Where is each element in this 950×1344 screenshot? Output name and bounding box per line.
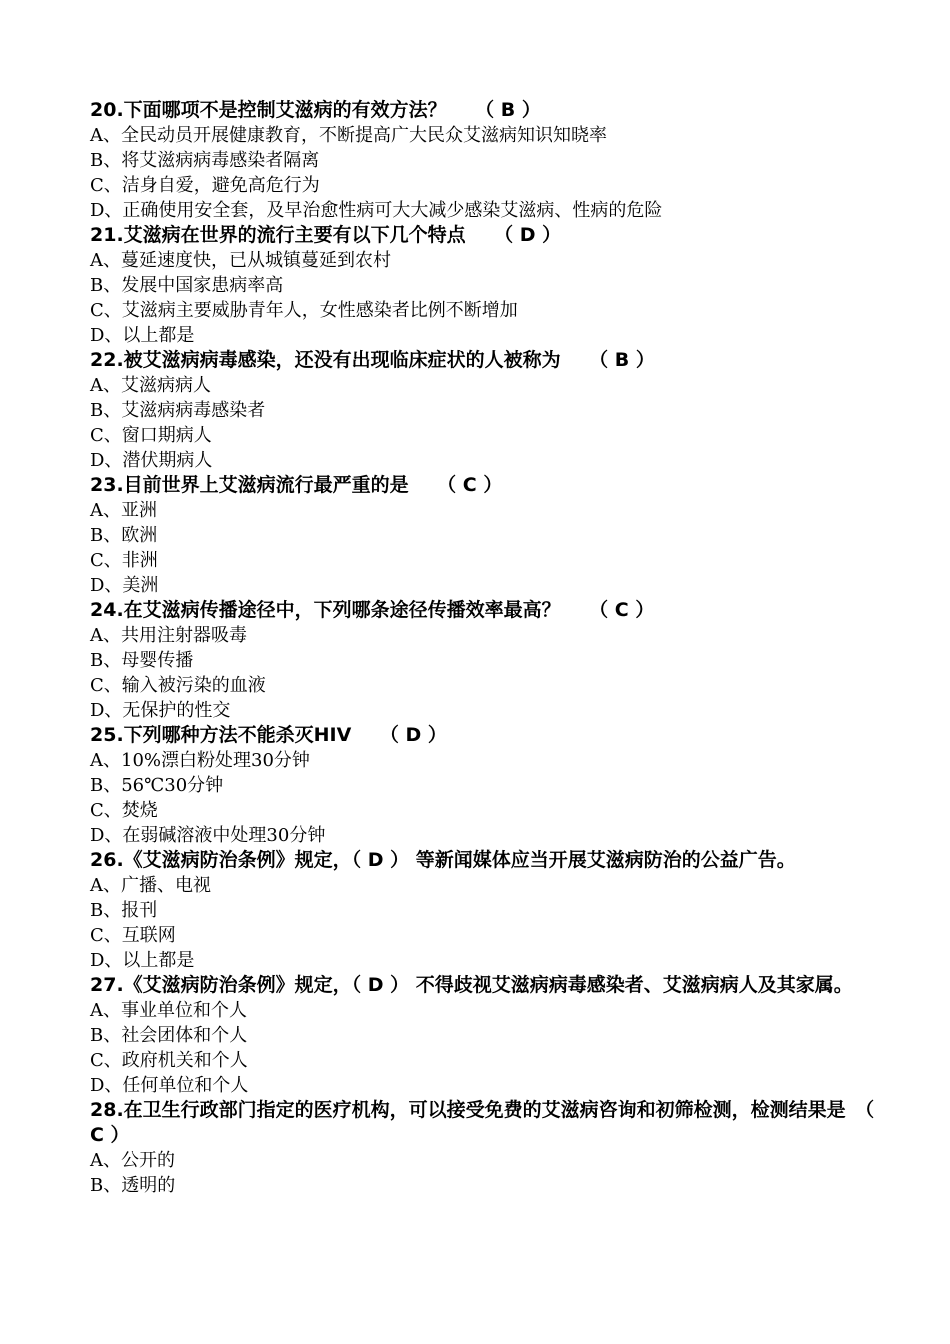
question-27 <box>90 973 880 1098</box>
option-c: C、政府机关和个人 <box>90 1050 248 1071</box>
option-b: B、艾滋病病毒感染者 <box>90 400 266 421</box>
question-22 <box>90 348 880 473</box>
question-23 <box>90 473 880 598</box>
option-a: A、蔓延速度快，已从城镇蔓延到农村 <box>90 250 391 271</box>
option-a: A、艾滋病病人 <box>90 375 211 396</box>
option-c: C、艾滋病主要威胁青年人，女性感染者比例不断增加 <box>90 300 518 321</box>
option-b: B、社会团体和个人 <box>90 1025 248 1046</box>
question-text: 23.目前世界上艾滋病流行最严重的是 （ C ） <box>90 474 503 496</box>
option-a: A、公开的 <box>90 1150 175 1171</box>
option-b: B、发展中国家患病率高 <box>90 275 284 296</box>
option-c: C、输入被污染的血液 <box>90 675 266 696</box>
option-c: C、洁身自爱，避免高危行为 <box>90 175 320 196</box>
question-28 <box>90 1098 880 1198</box>
question-text: 27.《艾滋病防治条例》规定，（ D ） 不得歧视艾滋病病毒感染者、艾滋病病人及其家属。 <box>90 974 853 996</box>
question-24 <box>90 598 880 723</box>
option-b: B、透明的 <box>90 1175 176 1196</box>
option-a: A、事业单位和个人 <box>90 1000 247 1021</box>
option-a: A、共用注射器吸毒 <box>90 625 247 646</box>
option-b: B、母婴传播 <box>90 650 194 671</box>
option-a: A、亚洲 <box>90 500 157 521</box>
document-page <box>90 98 880 1198</box>
option-d: D、美洲 <box>90 575 159 596</box>
question-text: 25.下列哪种方法不能杀灭HIV （ D ） <box>90 724 447 746</box>
question-21 <box>90 223 880 348</box>
option-a: A、广播、电视 <box>90 875 211 896</box>
option-d: D、以上都是 <box>90 325 195 346</box>
option-c: C、焚烧 <box>90 800 158 821</box>
question-text: 24.在艾滋病传播途径中，下列哪条途径传播效率最高？ （ C ） <box>90 599 655 621</box>
question-26 <box>90 848 880 973</box>
question-text: 20.下面哪项不是控制艾滋病的有效方法？ （ B ） <box>90 99 541 121</box>
option-b: B、欧洲 <box>90 525 158 546</box>
option-d: D、在弱碱溶液中处理30分钟 <box>90 825 326 846</box>
option-b: B、报刊 <box>90 900 158 921</box>
question-text: 28.在卫生行政部门指定的医疗机构，可以接受免费的艾滋病咨询和初筛检测，检测结果是 （ C ） <box>90 1099 875 1146</box>
option-c: C、窗口期病人 <box>90 425 212 446</box>
question-text: 26.《艾滋病防治条例》规定，（ D ） 等新闻媒体应当开展艾滋病防治的公益广告。 <box>90 849 796 871</box>
option-c: C、互联网 <box>90 925 176 946</box>
option-b: B、56℃30分钟 <box>90 775 224 796</box>
option-d: D、无保护的性交 <box>90 700 231 721</box>
option-a: A、全民动员开展健康教育，不断提高广大民众艾滋病知识知晓率 <box>90 125 607 146</box>
option-d: D、任何单位和个人 <box>90 1075 249 1096</box>
question-text: 22.被艾滋病病毒感染，还没有出现临床症状的人被称为 （ B ） <box>90 349 655 371</box>
question-25 <box>90 723 880 848</box>
option-c: C、非洲 <box>90 550 158 571</box>
option-d: D、潜伏期病人 <box>90 450 213 471</box>
option-d: D、以上都是 <box>90 950 195 971</box>
question-text: 21.艾滋病在世界的流行主要有以下几个特点 （ D ） <box>90 224 562 246</box>
option-d: D、正确使用安全套，及早治愈性病可大大减少感染艾滋病、性病的危险 <box>90 200 663 221</box>
option-a: A、10%漂白粉处理30分钟 <box>90 750 310 771</box>
option-b: B、将艾滋病病毒感染者隔离 <box>90 150 320 171</box>
question-20 <box>90 98 880 223</box>
